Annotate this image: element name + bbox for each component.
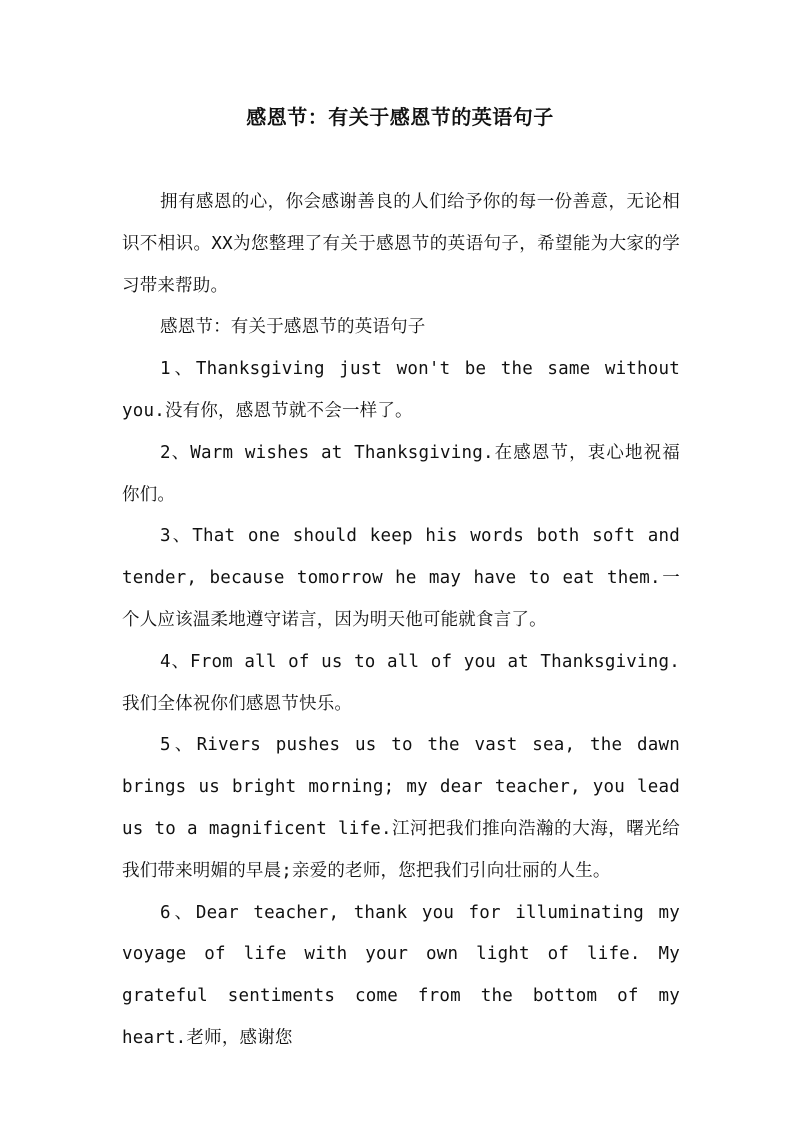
document-title: 感恩节：有关于感恩节的英语句子: [246, 105, 554, 129]
sentence-item-6: 6、Dear teacher, thank you for illuminating my voyage of life with your own light of life. My grateful sentiments come from the bottom of my heart.老师，感谢您: [122, 902, 680, 1048]
document-body: [122, 182, 680, 1060]
intro-paragraph: 拥有感恩的心，你会感谢善良的人们给予你的每一份善意，无论相识不相识。XX为您整理了有关于感恩节的英语句子，希望能为大家的学习带来帮助。: [122, 192, 680, 296]
sentence-item-2: 2、Warm wishes at Thanksgiving.在感恩节，衷心地祝福你们。: [122, 442, 680, 505]
sentence-item-5: 5、Rivers pushes us to the vast sea, the dawn brings us bright morning; my dear teacher, you lead us to a magnificent life.江河把我们推向浩瀚的大海，曙光给我们带来明媚的早晨;亲爱的老师，您把我们引向壮丽的人生。: [122, 735, 680, 881]
section-heading: 感恩节：有关于感恩节的英语句子: [160, 317, 426, 338]
sentence-item-4: 4、From all of us to all of you at Thanksgiving.我们全体祝你们感恩节快乐。: [122, 651, 680, 714]
sentence-item-3: 3、That one should keep his words both soft and tender, because tomorrow he may have to eat them.一个人应该温柔地遵守诺言，因为明天他可能就食言了。: [122, 526, 680, 630]
sentence-item-1: 1、Thanksgiving just won't be the same without you.没有你，感恩节就不会一样了。: [122, 359, 680, 421]
